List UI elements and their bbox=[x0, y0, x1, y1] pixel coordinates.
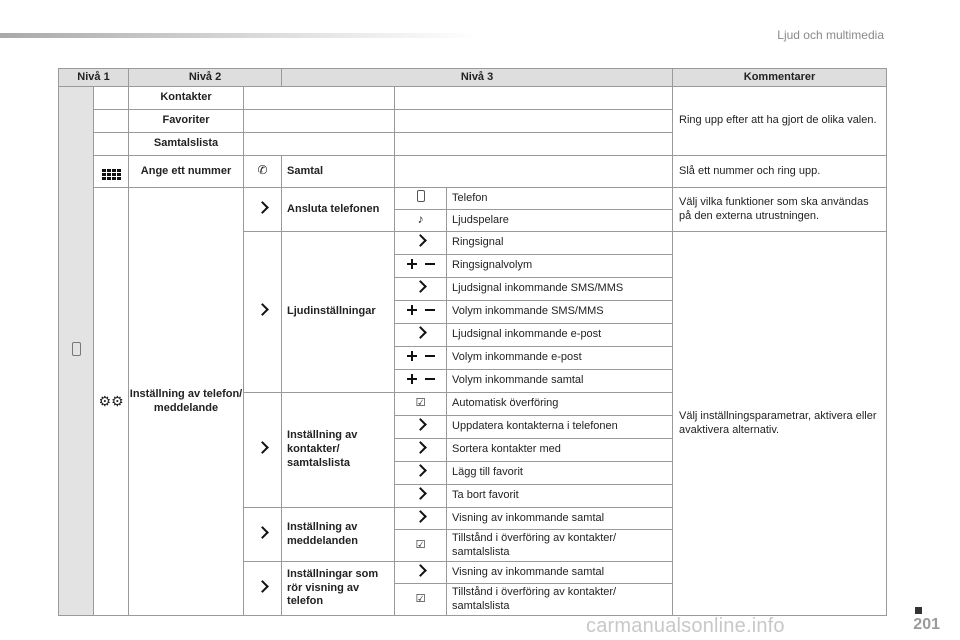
chevron-right-icon bbox=[414, 487, 427, 500]
option-item[interactable]: Automatisk överföring bbox=[447, 393, 673, 416]
option-item[interactable]: Visning av inkommande samtal bbox=[447, 508, 673, 530]
phone-icon bbox=[417, 190, 425, 202]
section-title: Ljud och multimedia bbox=[777, 28, 884, 42]
handset-icon: ✆ bbox=[257, 163, 268, 178]
plus-icon[interactable] bbox=[407, 259, 417, 269]
submenu-connect-phone[interactable]: Ansluta telefonen bbox=[282, 188, 395, 232]
table-header-row bbox=[59, 69, 887, 87]
column-header-level2: Nivå 2 bbox=[129, 69, 282, 87]
column-header-level1: Nivå 1 bbox=[59, 69, 129, 87]
chevron-right-icon bbox=[414, 441, 427, 454]
phone-icon bbox=[72, 342, 81, 356]
gear-icon: ⚙⚙ bbox=[98, 392, 124, 409]
plus-icon[interactable] bbox=[407, 351, 417, 361]
comment-settings: Välj inställningsparametrar, aktivera eller avaktivera alternativ. bbox=[673, 232, 887, 616]
header-gradient-bar bbox=[0, 33, 480, 38]
submenu-contacts-settings[interactable]: Inställning av kontakter/ samtalslista bbox=[282, 393, 395, 508]
option-item[interactable]: Ta bort favorit bbox=[447, 485, 673, 508]
option-item[interactable]: Tillstånd i överföring av kontakter/ samtalslista bbox=[447, 530, 673, 562]
option-item[interactable]: Ljudsignal inkommande SMS/MMS bbox=[447, 278, 673, 301]
menu-item-call[interactable]: Samtal bbox=[282, 156, 395, 188]
checkbox-icon[interactable]: ☑ bbox=[415, 397, 426, 410]
option-item[interactable]: Uppdatera kontakterna i telefonen bbox=[447, 416, 673, 439]
option-item[interactable]: Volym inkommande e-post bbox=[447, 347, 673, 370]
menu-item-contacts[interactable]: Kontakter bbox=[129, 87, 244, 110]
table-row bbox=[59, 87, 887, 110]
option-item[interactable]: Ljudsignal inkommande e-post bbox=[447, 324, 673, 347]
menu-item-call-log[interactable]: Samtalslista bbox=[129, 133, 244, 156]
minus-icon[interactable] bbox=[425, 309, 435, 311]
menu-item-settings[interactable]: Inställning av telefon/ meddelande bbox=[129, 188, 244, 616]
menu-item-favorites[interactable]: Favoriter bbox=[129, 110, 244, 133]
page-marker bbox=[915, 607, 922, 614]
table-row bbox=[59, 156, 887, 188]
submenu-message-settings[interactable]: Inställning av meddelanden bbox=[282, 508, 395, 562]
minus-icon[interactable] bbox=[425, 355, 435, 357]
option-item[interactable]: Volym inkommande samtal bbox=[447, 370, 673, 393]
option-item[interactable]: Ljudspelare bbox=[447, 210, 673, 232]
column-header-level3: Nivå 3 bbox=[282, 69, 673, 87]
chevron-right-icon bbox=[414, 564, 427, 577]
level0-icon-cell bbox=[59, 87, 94, 616]
option-item[interactable]: Tillstånd i överföring av kontakter/ samtalslista bbox=[447, 584, 673, 616]
submenu-display-settings[interactable]: Inställningar som rör visning av telefon bbox=[282, 562, 395, 616]
watermark: carmanualsonline.info bbox=[586, 615, 785, 637]
checkbox-icon[interactable]: ☑ bbox=[415, 592, 426, 605]
minus-icon[interactable] bbox=[425, 263, 435, 265]
chevron-right-icon bbox=[256, 303, 269, 316]
chevron-right-icon bbox=[414, 280, 427, 293]
comment-connect: Välj vilka funktioner som ska användas på den externa utrustningen. bbox=[673, 188, 887, 232]
chevron-right-icon bbox=[414, 234, 427, 247]
chevron-right-icon bbox=[256, 580, 269, 593]
keypad-icon bbox=[102, 169, 121, 180]
comment-ring: Ring upp efter att ha gjort de olika valen. bbox=[673, 87, 887, 156]
music-note-icon: ♪ bbox=[417, 212, 424, 227]
option-item[interactable]: Ringsignal bbox=[447, 232, 673, 255]
chevron-right-icon bbox=[256, 526, 269, 539]
chevron-right-icon bbox=[414, 510, 427, 523]
chevron-right-icon bbox=[256, 441, 269, 454]
column-header-comments: Kommentarer bbox=[673, 69, 887, 87]
comment-dial: Slå ett nummer och ring upp. bbox=[673, 156, 887, 188]
option-item[interactable]: Volym inkommande SMS/MMS bbox=[447, 301, 673, 324]
option-item[interactable]: Telefon bbox=[447, 188, 673, 210]
chevron-right-icon bbox=[414, 418, 427, 431]
chevron-right-icon bbox=[256, 201, 269, 214]
option-item[interactable]: Sortera kontakter med bbox=[447, 439, 673, 462]
chevron-right-icon bbox=[414, 464, 427, 477]
checkbox-icon[interactable]: ☑ bbox=[415, 538, 426, 551]
plus-icon[interactable] bbox=[407, 374, 417, 384]
option-item[interactable]: Lägg till favorit bbox=[447, 462, 673, 485]
page-number: 201 bbox=[913, 616, 940, 633]
submenu-sound-settings[interactable]: Ljudinställningar bbox=[282, 232, 395, 393]
menu-table bbox=[58, 68, 887, 616]
table-row bbox=[59, 188, 887, 210]
menu-item-dial[interactable]: Ange ett nummer bbox=[129, 156, 244, 188]
chevron-right-icon bbox=[414, 326, 427, 339]
plus-icon[interactable] bbox=[407, 305, 417, 315]
minus-icon[interactable] bbox=[425, 378, 435, 380]
option-item[interactable]: Visning av inkommande samtal bbox=[447, 562, 673, 584]
option-item[interactable]: Ringsignalvolym bbox=[447, 255, 673, 278]
